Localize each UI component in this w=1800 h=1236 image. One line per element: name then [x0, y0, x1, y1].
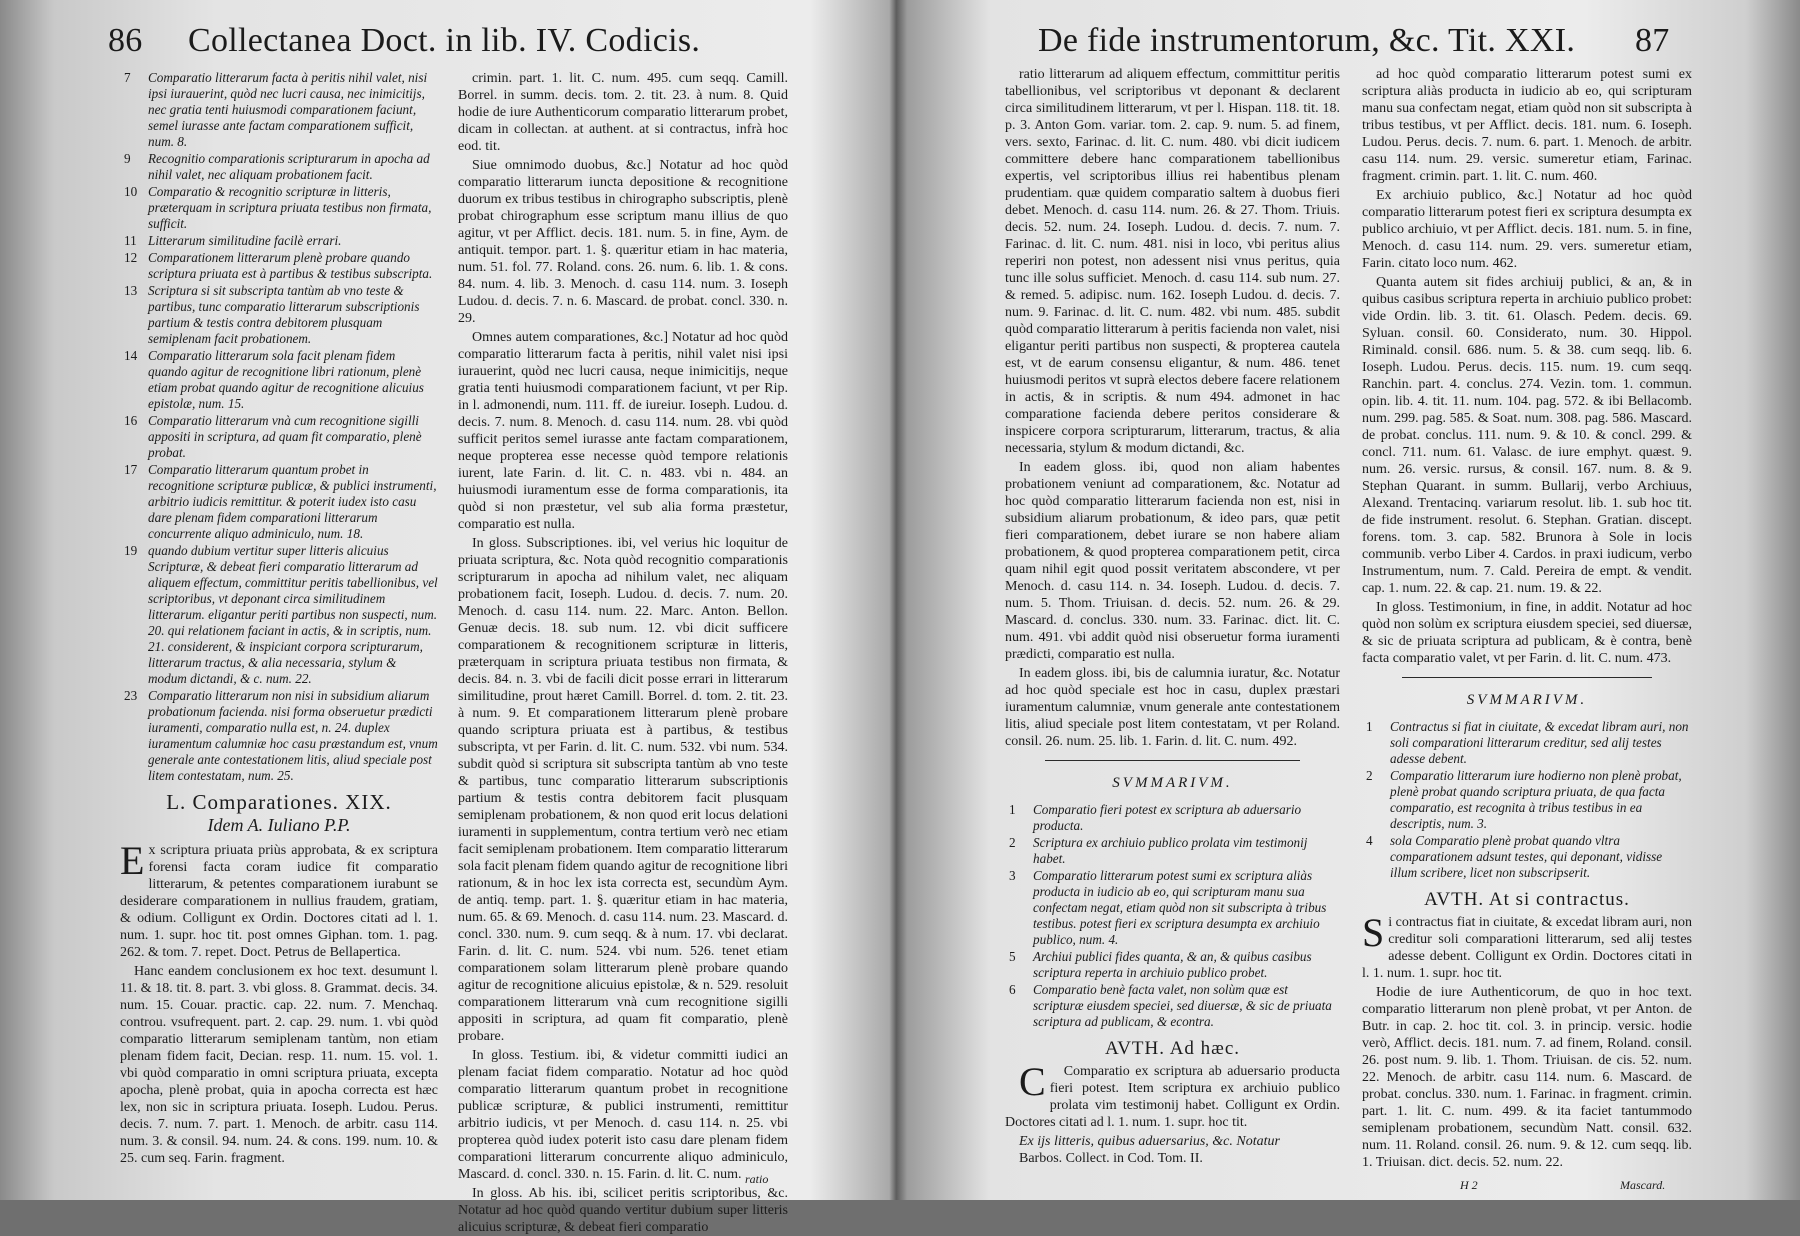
summary-item-number: 1 — [1009, 802, 1016, 817]
commentary-paragraph: ad hoc quòd comparatio litterarum potest sumi ex scriptura aliàs producta in iudicio ab eo, qui scripturam manu sua confectam negat, etiam quòd non sit subscripta à tribus testibus, vt per Afflict. decis. 181. num. 6. Ioseph. Ludou. Perus. decis. 7. num. 6. part. 1. Menoch. de arbitr. casu 114. num. 29. versic. sumeretur etiam, Farinac. fragment. crimin. part. 1. lit. C. num. 460. — [1362, 67, 1692, 184]
left-page-column-2 — [458, 70, 788, 1235]
law-heading: L. Comparationes. XIX. — [166, 790, 392, 814]
summary-item-text: Comparatio litterarum vnà cum recognitione sigilli appositi in scriptura, ad quam fit comparatio, plenè probat. — [148, 413, 422, 460]
summary-item-text: Scriptura si sit subscripta tantùm ab vno teste & partibus, tunc comparatio litterarum subscriptionis partium & testis contra debitorem plusquam semiplenam facit probationem. — [148, 283, 420, 346]
summary-item-text: Comparatio fieri potest ex scriptura ab aduersario producta. — [1033, 802, 1302, 833]
catchword: Mascard. — [1620, 1178, 1666, 1192]
left-page-number: 86 — [108, 22, 143, 59]
drop-capital: E — [120, 838, 145, 883]
signature-mark: H 2 — [1460, 1178, 1478, 1192]
left-page — [0, 0, 890, 1235]
auth-continuation: Ex ijs litteris, quibus aduersarius, &c. Notatur — [1019, 1134, 1280, 1149]
commentary-paragraph: In gloss. Testium. ibi, & videtur committi iudici an plenam faciat fidem comparatio. Notatur ad hoc quòd comparatio litterarum quantum probet in recognitione publicæ scripturæ, & publici instrumenti, remittitur arbitrio iudicis, vt per Menoch. d. casu 114. n. 25. vbi propterea quòd iudex poterit isto casu dare plenam fidem comparationi litterarum concurrente aliquo adminiculo, Mascard. d. concl. 330. n. 15. Farin. d. lit. C. num. — [458, 1048, 788, 1182]
summary-item — [120, 348, 438, 412]
summary-item-text: Comparationem litterarum plenè probare quando scriptura priuata est à partibus & testibus subscripta. — [148, 250, 433, 281]
right-page — [900, 0, 1800, 1200]
commentary-paragraph: ratio litterarum ad aliquem effectum, committitur peritis tabellionibus, vel scriptoribus vt deponant & declarent circa similitudinem litterarum, vt per l. Hispan. 118. tit. 18. p. 3. Anton Gom. variar. tom. 2. cap. 9. num. 5. ad finem, vers. sexto, Farinac. d. lit. C. num. 480. vbi dicit iudicem committere debere hanc comparationem tabellionibus expertis, vel scriptoribus illius rei habentibus plenam prudentiam. quæ quidem comparatio saltem à duobus fieri debet. Menoch. d. casu 114. num. 26. & 27. Thom. Triuis. decis. 52. num. 24. Ioseph. Ludou. d. decis. 7. num. 7. Farinac. d. lit. C. num. 481. nisi in loco, vbi peritus alius reperiri non potest, non adessent nisi vnus peritus, quia tunc ille solus sufficiet. Menoch. d. casu 114. sub num. 27. & remed. 5. adipisc. num. 162. Ioseph Ludou. d. decis. 7. num. 9. Farinac. d. lit. C. num. 482. vbi num. 485. subdit quòd comparatio litterarum à peritis facienda non valet, nisi eligantur periti partibus non suspecti, & propterea cautela est, vt de earum consensu eligantur, & num. 486. tenet huiusmodi peritos vt suprà electos debere facere relationem in actis, & in scriptis. & num 494. admonet in hac comparatione facienda debere peritos considerare & inspicere corpora scripturarum, litterarum, tractus, & alia necessaria, stylum & modum dictandi, &c. — [1005, 67, 1340, 456]
commentary-text — [458, 70, 788, 1236]
summary-item-text: Comparatio benè facta valet, non solùm quæ est scripturæ eiusdem speciei, sed diuersæ, & sic de priuata scriptura ad publicam, & econtra. — [1033, 982, 1332, 1029]
catchword: ratio — [745, 1172, 769, 1186]
summary-item-text: sola Comparatio plenè probat quando vltra comparationem adsunt testes, qui deponant, vidisse illum scribere, licet non subscripserit. — [1390, 833, 1663, 880]
summary-item-number: 5 — [1009, 949, 1016, 964]
summary-item-text: Comparatio litterarum facta à peritis nihil valet, nisi ipsi iurauerint, quòd nec lucri causa, nec inimicitijs, nec gratia tenti huiusmodi comparationem faciunt, semel iurasse ante factam comparationem sufficit, num. 8. — [148, 70, 428, 149]
right-page-number: 87 — [1635, 22, 1670, 59]
commentary-text — [1005, 66, 1340, 750]
commentary-paragraph: Quanta autem sit fides archiuij publici, & an, & in quibus casibus scriptura reperta in archiuio publico probet: vide Ordin. lib. 3. tit. 61. Olasch. Pedem. decis. 69. Syluan. consil. 60. Considerato, num. 30. Hippol. Riminald. consil. 686. num. 5. & 38. cum seqq. lib. 6. Ioseph. Ludou. Perus. decis. 115. num. 19. cum seqq. Ranchin. part. 4. conclus. 274. Vezin. tom. 1. commun. opin. lib. 4. tit. 11. num. 104. pag. 572. & ibi Bellacomb. num. 299. pag. 585. & Soat. num. 308. pag. 586. Mascard. de probat. conclus. 111. num. 9. & 10. & concl. 299. & concl. 711. num. 61. Valasc. de iure emphyt. quæst. 9. num. 26. versic. rursus, & consil. 167. num. 8. & 9. Stephan Quarant. in summ. Bullarij, verbo Archiuus, Alexand. Trentacinq. variarum resolut. lib. 1. sub hoc tit. de fide instrument. resolut. 6. Stephan. Gratian. discept. forens. tom. 3. cap. 582. Brunora à Sole in locis communib. verbo Liber 4. Cardos. in praxi iudicum, verbo Instrumentum, num. 7. Cald. Pereira de empt. & vendit. cap. 1. num. 22. & cap. 21. num. 19. & 22. — [1362, 275, 1692, 596]
summary-item-text: Comparatio litterarum potest sumi ex scriptura aliàs producta in iudicio ab eo, qui scripturam manu sua confectam negat, etiam quòd non sit subscripta à tribus testibus. potest fieri ex scriptura desumpta ex archiuio publico, num. 4. — [1033, 868, 1327, 947]
commentary-paragraph: Omnes autem comparationes, &c.] Notatur ad hoc quòd comparatio litterarum facta à peritis, nihil valet nisi ipsi iurauerint, quòd nec lucri causa, neque inimicitijs, neque gratia tenti huiusmodi comparationem faciunt, vt per Rip. in l. admonendi, num. 111. ff. de iureiur. Ioseph. Ludou. d. decis. 7. num. 8. Menoch. d. casu 114. num. 28. vbi quòd sufficit peritos semel iurasse ante factam comparationem, neque propterea esse necesse quòd tempore relationis iurent, late Farin. d. lit. C. n. 483. vbi n. 484. an huiusmodi iuramentum esse de forma comparationis, ita quòd si non præstetur, vel sub alia forma præstetur, comparatio est nulla. — [458, 330, 788, 532]
summary-item-text: Recognitio comparationis scripturarum in apocha ad nihil valet, nec aliquam probationem facit. — [148, 151, 430, 182]
summary-item-number: 3 — [1009, 868, 1016, 883]
left-page-column-1 — [120, 70, 438, 1200]
summarium-title: SVMMARIVM. — [1112, 775, 1233, 791]
auth-heading: AVTH. At si contractus. — [1424, 889, 1630, 910]
paragraph-text: x scriptura priuata priùs approbata, & ex scriptura forensi facta coram iudice fit comparatio litterarum, & petentes comparationem iurabunt se desiderare comparationem in nullius fraudem, gratiam, & odium. Colligunt ex Ordin. Doctores citati ad l. 1. num. 1. supr. hoc tit. post omnes Giphan. tom. 1. pag. 262. & tom. 7. repet. Doct. Petrus de Bellapertica. — [120, 843, 438, 960]
summary-item — [120, 543, 438, 687]
summary-item — [1005, 982, 1340, 1030]
summary-item-number: 7 — [124, 70, 131, 85]
summary-item — [120, 413, 438, 461]
drop-capital: S — [1362, 910, 1385, 955]
right-page-column-2 — [1362, 66, 1692, 1200]
summary-item — [1362, 719, 1692, 767]
commentary-paragraph — [120, 838, 438, 961]
summary-item-text: Contractus si fiat in ciuitate, & excedat libram auri, non soli comparationi litterarum creditur, sed alij testes adesse debent. — [1390, 719, 1689, 766]
summary-item — [1005, 802, 1340, 834]
auth-text — [1362, 910, 1692, 1171]
summary-item-number: 17 — [124, 462, 138, 477]
summary-item-number: 23 — [124, 688, 138, 703]
summary-item-text: Comparatio & recognitio scripturæ in litteris, præterquam in scriptura priuata testibus non firmata, sufficit. — [148, 184, 432, 231]
summary-item — [1005, 835, 1340, 867]
summary-item — [120, 250, 438, 282]
summary-item — [120, 283, 438, 347]
summary-item-number: 11 — [124, 233, 137, 248]
summary-item-number: 14 — [124, 348, 138, 363]
commentary-paragraph: In gloss. Ab his. ibi, scilicet peritis scriptoribus, &c. Notatur ad hoc quòd quando vertitur dubium super litteris alicuius scripturæ, & debeat fieri comparatio — [458, 1186, 788, 1235]
summary-item-text: Comparatio litterarum iure hodierno non plenè probat, plenè probat quando scriptura priuata, de qua facta comparatio, est recognita à tribus testibus in ea descriptis, num. 3. — [1390, 768, 1682, 831]
commentary-text — [1362, 66, 1692, 667]
drop-capital: C — [1019, 1059, 1046, 1104]
summary-item-number: 2 — [1009, 835, 1016, 850]
section-rule — [1402, 677, 1652, 678]
summary-item — [120, 462, 438, 542]
summary-item — [120, 233, 438, 249]
commentary-paragraph: Ex archiuio publico, &c.] Notatur ad hoc quòd comparatio litterarum potest fieri ex scriptura desumpta ex publico archiuio, vt per Afflict. decis. 181. num. 5. in fine, Menoch. d. casu 114. num. 29. vers. sumeretur etiam, Farin. citato loco num. 462. — [1362, 188, 1692, 271]
summary-item-number: 19 — [124, 543, 138, 558]
commentary-paragraph: Hanc eandem conclusionem ex hoc text. desumunt l. 11. & 18. tit. 8. part. 3. vbi gloss. 8. Grammat. decis. 34. num. 15. Couar. practic. cap. 22. num. 7. Menchaq. controu. vsufrequent. part. 2. cap. 29. num. 1. vbi quòd comparatio litterarum semiplenam tantùm, non etiam plenam fidem facit, Decian. resp. 11. num. 15. vol. 1. vbi quòd comparatio in omni scriptura priuata, excepta apocha, plenè probat, quia in apocha correcta est hæc lex, non sic in scriptura priuata. Ioseph. Ludou. Perus. decis. 7. num. 7. part. 1. Menoch. de arbitr. casu 114. num. 3. & consil. 94. num. 24. & cons. 199. num. 10. & 25. cum seq. Farin. fragment. — [120, 964, 438, 1166]
summary-item-text: quando dubium vertitur super litteris alicuius Scripturæ, & debeat fieri comparatio litterarum ad aliquem effectum, committitur peritis tabellionibus, vel scriptoribus, vt deponant circa similitudinem litterarum. eligantur periti partibus non suspecti, num. 20. qui relationem faciant in actis, & in scriptis, num. 21. considerent, & inspiciant corpora scripturarum, litterarum tractus, & alia necessaria, stylum & modum dictandi, & c. num. 22. — [148, 543, 438, 686]
commentary-paragraph: In eadem gloss. ibi, quod non aliam habentes probationem veniunt ad comparationem, &c. Notatur ad hoc quòd comparatio litterarum facienda non est, nisi in subsidium aliarum probationum, & ideo pars, quæ petit fieri comparationem, debet iurare se non habere aliam probationem, & quod propterea comparationem petit, circa quam nihil egit quod possit veritatem abscondere, vt per Menoch. d. casu 114. n. 34. Ioseph. Ludou. d. decis. 7. num. 5. Thom. Triuisan. d. decis. 52. num. 26. & 29. Mascard. d. conclus. 330. num. 33. Farinac. dict. lit. C. num. 491. vbi addit quòd nisi obseruetur forma iuramenti prædicti, comparatio est nulla. — [1005, 460, 1340, 662]
summary-item-number: 2 — [1366, 768, 1373, 783]
summary-item-number: 16 — [124, 413, 138, 428]
section-rule — [1045, 760, 1300, 761]
summarium-list — [1362, 719, 1692, 881]
commentary-paragraph: crimin. part. 1. lit. C. num. 495. cum seqq. Camill. Borrel. in summ. decis. tom. 2. tit. 23. à num. 8. Quid hodie de iure Authenticorum comparatio litterarum probet, dicam in collectan. at authent. at si contractus, infrà hoc eod. tit. — [458, 71, 788, 154]
summary-item-text: Comparatio litterarum sola facit plenam fidem quando agitur de recognitione libri rationum, plenè etiam probat quando agitur de recognitione alicuius epistolæ, num. 15. — [148, 348, 424, 411]
commentary-paragraph: Siue omnimodo duobus, &c.] Notatur ad hoc quòd comparatio litterarum iuncta depositione & recognitione duorum ex tribus testibus in chirographo subscriptis, plenè probat chirographum esse scriptum manu illius de quo agitur, vt per Afflict. decis. 181. num. 5. in fine, Aym. de antiquit. tempor. part. 1. §. quæritur etiam in hac materia, num. 51. fol. 77. Roland. cons. 26. num. 6. lib. 1. & cons. 84. num. 4. lib. 3. Menoch. d. casu 114. num. 3. Ioseph Ludou. d. decis. 7. n. 6. Mascard. de probat. concl. 330. n. 29. — [458, 158, 788, 326]
commentary-paragraph: Hodie de iure Authenticorum, de quo in hoc text. comparatio litterarum non plenè probat, vt per Anton. de Butr. in cap. 2. hoc tit. col. 3. in princip. versic. hodie verò, Afflict. decis. 181. num. 7. ad finem, Roland. consil. 26. post num. 9. lib. 1. Thom. Triuisan. de cis. 52. num. 22. Menoch. de arbitr. casu 114. num. 6. Mascard. de probat. conclus. 330. num. 1. Farinac. in fragment. crimin. part. 1. lit. C. num. 499. & ita faciet tantummodo semiplenam probationem, secundùm Natt. consil. 632. num. 11. Roland. consil. 26. num. 9. & 12. cum seqq. lib. 1. Triuisan. dict. decis. 52. num. 22. — [1362, 985, 1692, 1170]
right-running-title: De fide instrumentorum, &c. Tit. XXI. — [1038, 22, 1576, 59]
summary-item — [120, 184, 438, 232]
summary-item-number: 13 — [124, 283, 138, 298]
right-page-column-1 — [1005, 66, 1340, 1200]
summary-item — [120, 151, 438, 183]
summary-item-number: 1 — [1366, 719, 1373, 734]
summary-item-number: 10 — [124, 184, 138, 199]
auth-heading: AVTH. Ad hæc. — [1104, 1038, 1241, 1059]
summary-item — [1362, 833, 1692, 881]
summary-item — [120, 688, 438, 784]
summary-item-text: Archiui publici fides quanta, & an, & quibus casibus scriptura reperta in archiuio publico probet. — [1033, 949, 1312, 980]
commentary-paragraph: In gloss. Subscriptiones. ibi, vel verius hic loquitur de priuata scriptura, &c. Nota quòd recognitio comparationis scripturarum in apocha ad nihilum valet, nec aliquam probationem facit, Ioseph. Ludou. d. decis. 7. num. 20. Menoch. d. casu 114. num. 22. Marc. Anton. Bellon. Genuæ decis. 18. sub num. 12. vbi dicit sufficere comparationem & recognitionem scripturæ in litteris, præterquam in scriptura priuata testibus non firmata, & decis. 84. n. 3. vbi de facili dicit posse errari in litterarum similitudine, prout hæret Camill. Borrel. d. tom. 2. tit. 23. à num. 9. Et comparationem litterarum plenè probare quando scriptura priuata est à partibus, & testibus subscripta, vt per Farin. d. lit. C. num. 532. vbi num. 534. subdit quòd si scriptura sit subscripta tantùm ab vno teste & partibus, tunc comparatio litterarum subscriptionis partium & testis contra debitorem facit plusquam semiplenam probationem, & non quod erit locus delationi iuramenti in supplementum, contra tertium verò nec etiam facit semiplenam probationem. Item comparatio litterarum sola facit plenam fidem quando agitur de recognitione libri rationum, & in hoc lex ista correcta est, secundùm Aym. de antiq. temp. part. 1. §. quæritur etiam in hac materia, num. 65. & 69. Menoch. d. casu 114. num. 23. Mascard. d. concl. 330. num. 9. cum seqq. & à num. 17. vbi declarat. Farin. d. lit. C. num. 524. vbi num. 526. tenet etiam comparationem solam litterarum plenè probare quando agitur de recognitione alicuius epistolæ, & n. 529. resoluit comparationem litterarum vnà cum recognitione sigilli appositi in scriptura, ad quam fit comparatio, plenè probare. — [458, 536, 788, 1044]
summary-item-number: 4 — [1366, 833, 1373, 848]
summary-item-number: 9 — [124, 151, 131, 166]
left-running-title: Collectanea Doct. in lib. IV. Codicis. — [188, 22, 701, 59]
footer-signature: Barbos. Collect. in Cod. Tom. II. — [1019, 1151, 1203, 1166]
commentary-paragraph: In eadem gloss. ibi, bis de calumnia iuratur, &c. Notatur ad hoc quòd speciale est hoc in casu, duplex præstari iuramentum calumniæ, vnum generale ante contestationem litis, aliud speciale post litem contestatam, vt per Roland. consil. 26. num. 25. lib. 1. Farin. d. lit. C. num. 492. — [1005, 666, 1340, 749]
commentary-paragraph: In gloss. Testimonium, in fine, in addit. Notatur ad hoc quòd non solùm ex scriptura eiusdem speciei, sed diuersæ, & sic de priuata scriptura ad publicam, & è contra, benè facta comparatio valet, vt per Farin. d. lit. C. num. 473. — [1362, 600, 1692, 666]
summary-item — [1005, 868, 1340, 948]
summary-item-number: 6 — [1009, 982, 1016, 997]
summary-item-text: Litterarum similitudine facilè errari. — [148, 233, 342, 248]
summary-item-text: Comparatio litterarum quantum probet in recognitione scripturæ publicæ, & publici instrumenti, arbitrio iudicis remittitur. & poterit iudex isto casu dare plenam fidem comparationi litterarum concurrente aliquo adminiculo, num. 18. — [148, 462, 437, 541]
commentary-paragraph — [1362, 910, 1692, 982]
auth-paragraph: C Comparatio ex scriptura ab aduersario producta fieri potest. Item scriptura ex archiuio publico prolata vim testimonij habet. Colligunt ex Ordin. Doctores citati ad l. 1. num. 1. supr. hoc tit. — [1005, 1059, 1340, 1130]
summary-item-number: 12 — [124, 250, 138, 265]
summary-item-text: Scriptura ex archiuio publico prolata vim testimonij habet. — [1033, 835, 1308, 866]
summary-item-text: Comparatio litterarum non nisi in subsidium aliarum probationum facienda. nisi forma obseruetur prædicti iuramenti, comparatio nulla est, n. 24. duplex iuramentum calumniæ hoc casu præstandum est, vnum generale ante contestationem litis, aliud speciale post litem contestatam, num. 25. — [148, 688, 438, 783]
summarium-title: SVMMARIVM. — [1466, 692, 1588, 708]
law-author: Idem A. Iuliano P.P. — [207, 815, 351, 835]
summary-continued-list — [120, 70, 438, 784]
summary-item — [1005, 949, 1340, 981]
summary-item — [1362, 768, 1692, 832]
commentary-text — [120, 838, 438, 1167]
paragraph-text: i contractus fiat in ciuitate, & excedat libram auri, non creditur soli comparationi litterarum, sed alij testes adesse debent. Colligunt ex Ordin. Doctores citati in l. 1. num. 1. supr. hoc tit. — [1362, 915, 1692, 981]
summary-item — [120, 70, 438, 150]
summarium-list — [1005, 802, 1340, 1030]
